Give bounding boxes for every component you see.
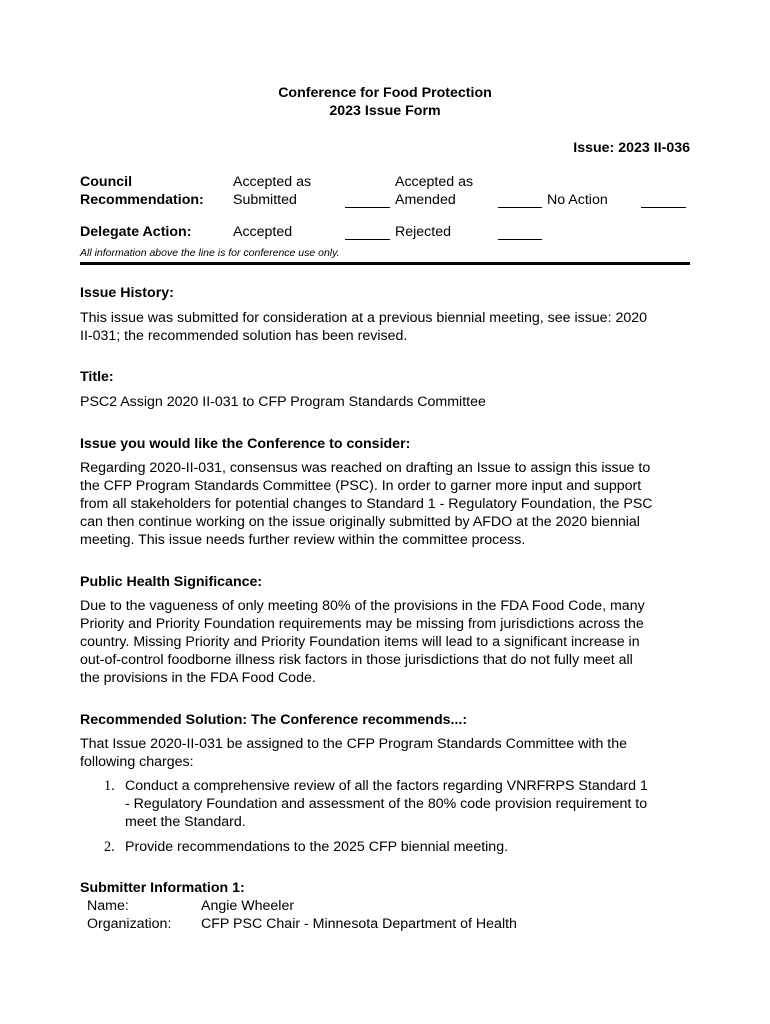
text-line: - Regulatory Foundation and assessment of the 80% code provision requirement to [125,796,648,812]
option-accepted-amended-line1: Accepted as [395,174,474,190]
text-line: following charges: [80,754,194,770]
submitter-organization: CFP PSC Chair - Minnesota Department of Health [201,916,517,932]
delegate-action-label: Delegate Action: [80,224,192,240]
text-line: Due to the vagueness of only meeting 80% of the provisions in the FDA Food Code, many [80,598,645,614]
text-line: Conduct a comprehensive review of all the factors regarding VNRFRPS Standard 1 [125,778,648,794]
issue-history-text [80,309,692,345]
submitter-heading: Submitter Information 1: [80,880,245,896]
text-line: the CFP Program Standards Committee (PSC). In order to garner more input and support [80,478,642,494]
issue-history-heading: Issue History: [80,285,174,301]
form-title: Conference for Food Protection [278,85,492,101]
organization-label: Organization: [87,916,172,932]
option-accepted-amended-line2: Amended [395,192,456,208]
divider-line [80,262,690,265]
title-text: PSC2 Assign 2020 II-031 to CFP Program Standards Committee [80,394,486,410]
option-accepted-submitted-line2: Submitted [233,192,297,208]
solution-text [80,735,692,771]
text-line: Regarding 2020-II-031, consensus was reached on drafting an Issue to assign this issue to [80,460,651,476]
option-rejected: Rejected [395,224,451,240]
text-line: can then continue working on the issue originally submitted by AFDO at the 2020 biennial [80,514,640,530]
option-accepted-submitted-line1: Accepted as [233,174,312,190]
issue-consider-heading: Issue you would like the Conference to consider: [80,436,411,452]
title-heading: Title: [80,369,114,385]
recommendation-label: Recommendation: [80,192,204,208]
public-health-text [80,597,692,687]
issue-consider-text [80,459,692,549]
list-item-2: Provide recommendations to the 2025 CFP biennial meeting. [125,839,509,855]
text-line: This issue was submitted for consideration at a previous biennial meeting, see issue: 2020 [80,310,648,326]
text-line: meet the Standard. [125,814,246,830]
council-label: Council [80,174,133,190]
text-line: from all stakeholders for potential changes to Standard 1 - Regulatory Foundation, the PSC [80,496,653,512]
list-number-1: 1. [104,778,115,794]
blank-accepted-amended[interactable] [498,207,542,208]
blank-no-action[interactable] [641,207,686,208]
form-subtitle: 2023 Issue Form [329,103,441,119]
solution-heading: Recommended Solution: The Conference recommends...: [80,712,468,728]
text-line: Priority and Priority Foundation requirements may be missing from jurisdictions across the [80,616,644,632]
conference-use-note: All information above the line is for conference use only. [80,247,340,259]
issue-number: Issue: 2023 II-036 [573,140,690,156]
list-number-2: 2. [104,839,115,855]
text-line: II-031; the recommended solution has been revised. [80,328,408,344]
name-label: Name: [87,898,129,914]
text-line: country. Missing Priority and Priority Foundation items will lead to a significant increase in [80,634,640,650]
blank-accepted[interactable] [345,239,390,240]
list-item-1 [125,777,648,831]
text-line: That Issue 2020-II-031 be assigned to the CFP Program Standards Committee with the [80,736,628,752]
option-no-action: No Action [547,192,608,208]
text-line: the provisions in the FDA Food Code. [80,670,316,686]
text-line: meeting. This issue needs further review within the committee process. [80,532,526,548]
public-health-heading: Public Health Significance: [80,574,263,590]
submitter-name: Angie Wheeler [201,898,295,914]
option-accepted: Accepted [233,224,293,240]
text-line: out-of-control foodborne illness risk factors in those jurisdictions that do not fully meet all [80,652,633,668]
blank-rejected[interactable] [498,239,542,240]
blank-accepted-submitted[interactable] [345,207,390,208]
